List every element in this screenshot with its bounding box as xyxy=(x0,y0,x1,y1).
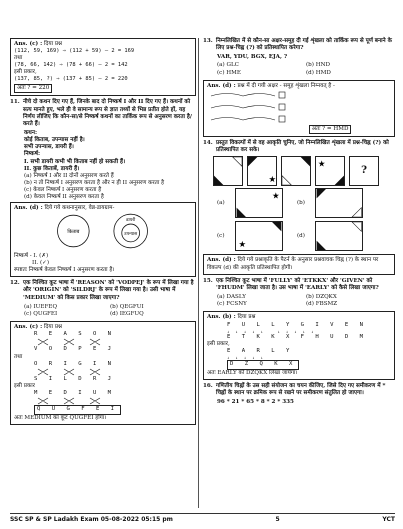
answer-label: Ans. (d) : xyxy=(207,257,236,264)
venn-label-diary: डायरी xyxy=(126,217,136,223)
answer-line: II. (✓) xyxy=(32,260,50,266)
answer-line: इसी प्रकार, xyxy=(14,69,37,76)
footer-page-number: 5 xyxy=(275,516,280,523)
option-b: (b) DZQKX xyxy=(306,294,337,301)
option-c: (c) QUGFEI xyxy=(24,310,58,317)
series-figure-4 xyxy=(315,156,345,186)
statement-2: सभी उपन्यास, डायरी हैं। xyxy=(24,144,74,151)
code-line: V O D P E J xyxy=(34,346,116,353)
answer-line: निष्कर्ष - I. (✗) xyxy=(14,252,49,259)
answer-15-box xyxy=(203,311,395,379)
minus-one-marks: ↓↓↓↓↓ ↓↓↓↓↓ xyxy=(227,328,320,334)
option-d-label: (d) xyxy=(297,232,305,239)
answer-line: इसी प्रकार, xyxy=(207,340,230,347)
answer-label: Ans. (c) : xyxy=(14,324,43,331)
answer-result: अतः ? = 220 xyxy=(14,84,52,93)
answer-intro: प्रश्न में दी गयी अक्षर - समूह शृंखला निम्नवत् है - xyxy=(237,82,335,89)
answer-label: Ans. (b) : xyxy=(207,314,236,321)
answer-intro: दिया प्रश्न xyxy=(43,41,62,47)
question-number: 15. xyxy=(203,277,213,284)
option-b-figure xyxy=(315,188,363,218)
answer-10-box xyxy=(10,38,196,96)
venn-diagram xyxy=(14,212,192,250)
column-divider xyxy=(198,38,199,508)
option-b: (b) HND xyxy=(306,62,330,69)
equation: 96 * 21 * 65 * 8 * 2 * 335 xyxy=(217,398,294,405)
minus-one-marks: ↓↓↓↓↓ xyxy=(227,355,270,361)
answer-result: अतः EARLY को DZQKX लिखा जायेगा। xyxy=(207,369,298,376)
option-b-label: (b) xyxy=(297,199,305,206)
word-line: R E A S O N xyxy=(34,331,116,338)
options-13 xyxy=(217,62,395,76)
answer-line: (112, 59, 169) ⇒ (112 + 59) – 2 = 169 xyxy=(14,48,135,55)
crossing-arrows xyxy=(28,338,138,346)
option-c-figure xyxy=(235,221,283,251)
answer-result: अतः MEDIUM का कूट QUGFEI होगा। xyxy=(14,414,107,421)
figure-series xyxy=(213,156,395,186)
question-text: एक निश्चित कूट भाषा में 'REASON' को 'VODPEJ' के रूप में लिखा गया है और 'ORIGIN' को 'SILDRJ' के रूप में लिखा गया है। उसी भाषा में 'MEDIUM' को किस प्रकार लिखा जाएगा? xyxy=(23,280,194,301)
answer-intro: दिये गये कथनानुसार, वेन्न-डायग्राम- xyxy=(44,204,115,211)
answer-line: (78, 66, 142) ⇒ (78 + 66) – 2 = 142 xyxy=(14,62,128,69)
code-line: Q U G F E I xyxy=(34,405,121,414)
answer-conclusion: स्पष्टतः निष्कर्ष केवल निष्कर्ष I अनुसरण करता है। xyxy=(14,267,115,274)
question-14 xyxy=(203,140,395,154)
conclusions-heading: निष्कर्ष: xyxy=(24,151,41,158)
answer-intro: दिया प्रश्न xyxy=(237,314,256,321)
question-mark-figure: ? xyxy=(349,156,379,186)
word-line: O R I G I N xyxy=(34,360,116,367)
answer-line: (137, 85, ?) ⇒ (137 + 85) – 2 = 220 xyxy=(14,76,128,83)
letter-series: VAR, YDU, BGX, EJA, ? xyxy=(217,54,288,61)
footer-publisher: YCT xyxy=(382,516,395,523)
question-number: 16. xyxy=(203,382,213,389)
option-d: (d) केवल निष्कर्ष II अनुसरण करता है xyxy=(24,194,104,201)
answer-line: तथा xyxy=(14,353,23,360)
option-d: (d) HMD xyxy=(306,69,331,76)
answer-line: तथा xyxy=(14,55,23,62)
svg-text:★: ★ xyxy=(268,174,277,185)
answer-11-box xyxy=(10,202,196,278)
options-12 xyxy=(24,304,196,318)
venn-label-book: किताब xyxy=(67,228,80,235)
venn-label-novel: उपन्यास xyxy=(124,231,138,237)
word-line: M E D I U M xyxy=(34,390,116,397)
series-figure-1 xyxy=(213,156,243,186)
right-column xyxy=(203,38,395,406)
option-c: (c) FCSNY xyxy=(217,301,247,308)
option-c-label: (c) xyxy=(217,232,225,239)
word-line: E A R L Y xyxy=(227,348,294,355)
svg-text:★: ★ xyxy=(317,158,326,169)
option-c: (c) केवल निष्कर्ष I अनुसरण करता है xyxy=(24,187,102,194)
option-b: (b) QEGFUI xyxy=(110,303,144,310)
answer-12-box xyxy=(10,321,196,425)
answer-label: Ans. (c) : xyxy=(14,41,43,47)
options-15 xyxy=(217,294,395,308)
answer-line: इसी प्रकार xyxy=(14,383,35,390)
option-d: (d) FBSMZ xyxy=(306,301,338,308)
page-footer xyxy=(10,513,395,524)
question-text: प्रस्तुत विकल्पों में से वह आकृति चुनिए, जो निम्नलिखित शृंखला में प्रश्न-चिह्न (?) को प्रतिस्थापित कर सके। xyxy=(216,140,389,154)
figure-options xyxy=(217,188,395,251)
option-a-figure xyxy=(235,188,283,218)
question-13 xyxy=(203,38,395,52)
series-arrow-diagram xyxy=(207,90,307,130)
series-figure-2 xyxy=(247,156,277,186)
question-number: 14. xyxy=(203,140,213,147)
answer-14-box xyxy=(203,254,395,274)
question-text: गणितीय चिह्नों के उस सही संयोजन का चयन कीजिए, जिसे दिए गए समीकरण में * चिह्नों के स्थान पर क्रमिक रूप से रखने पर समीकरण संतुलित हो जाएगा। xyxy=(216,382,386,396)
answer-intro: दिया प्रश्न xyxy=(43,324,62,331)
question-12 xyxy=(10,280,196,301)
answer-text: दिये गये प्रश्नाकृति के पैटर्न के अनुसार प्रश्नवाचक चिह्न (?) के स्थान पर विकल्प (d) की आकृति प्रतिस्थापित होगी। xyxy=(207,257,379,271)
code-line: D Z Q K X xyxy=(227,360,299,369)
footer-exam-title: SSC SP & SP Ladakh Exam 05-08-2022 05:15 pm xyxy=(10,516,173,523)
question-number: 13. xyxy=(203,38,213,44)
option-a: (a) DASLY xyxy=(217,294,246,301)
statements xyxy=(24,130,196,202)
option-d: (d) IEGFUQ xyxy=(110,310,144,317)
answer-label: Ans. (d) : xyxy=(14,204,43,211)
answer-result: अतः ? = HMD xyxy=(309,125,352,134)
option-b: (b) न तो निष्कर्ष I अनुसरण करता है और न ही II अनुसरण करता है xyxy=(24,180,165,187)
option-a: (a) निष्कर्ष I और II दोनों अनुसरण करते हैं xyxy=(24,172,114,179)
question-text: एक निश्चित कूट भाषा में 'FULLY' को 'ETKKX' और 'GIVEN' को 'FHUDM' लिखा जाता है। उस भाषा में 'EARLY' को कैसे लिखा जाएगा? xyxy=(216,277,379,291)
code-line: S I L D R J xyxy=(34,375,116,382)
crossing-arrows xyxy=(28,397,138,405)
series-figure-3 xyxy=(281,156,311,186)
crossing-arrows xyxy=(28,368,138,376)
statement-1: कोई किताब, उपन्यास नहीं है। xyxy=(24,137,85,144)
question-number: 12. xyxy=(10,280,20,287)
conclusion-2: II. कुछ किताबें, डायरी हैं। xyxy=(24,165,80,172)
question-11 xyxy=(10,99,196,128)
svg-text:★: ★ xyxy=(238,239,246,250)
question-15 xyxy=(203,278,395,292)
question-text: निम्नलिखित में से कौन-सा अक्षर-समूह दी गई शृंखला को तार्किक रूप से पूर्ण बनाने के लिए प्रश्न-चिह्न (?) को प्रतिस्थापित करेगा? xyxy=(216,38,392,52)
statements-heading: कथन: xyxy=(24,129,38,136)
question-number: 11. xyxy=(10,99,20,106)
conclusion-1: I. सभी डायरी कभी भी किताब नहीं हो सकती हैं। xyxy=(24,158,126,165)
answer-13-box xyxy=(203,80,395,137)
answer-label: Ans. (d) : xyxy=(207,82,236,89)
option-c: (c) HME xyxy=(217,69,241,76)
svg-text:★: ★ xyxy=(272,190,280,201)
left-column xyxy=(10,38,196,428)
option-a-label: (a) xyxy=(217,199,225,206)
word-line: F U L L Y G I V E N xyxy=(227,321,367,328)
option-a: (a) GLC xyxy=(217,62,239,69)
question-text: नीचे दो कथन दिए गए हैं, जिनके बाद दो निष्कर्ष I और II दिए गए हैं। कथनों को सत्य मानते हुए, भले ही वे सामान्य रूप से ज्ञात तथ्यों से भिन्न प्रतीत होते हों, यह निर्णय लीजिए कि कौन-सा/से निष्कर्ष कथनों का तार्किक रूप से अनुसरण करता है/करते हैं। xyxy=(23,99,192,127)
option-a: (a) IUEFEQ xyxy=(24,303,58,310)
option-d-figure xyxy=(315,221,363,251)
question-16 xyxy=(203,383,395,397)
code-line: E T K K X F H U D M xyxy=(227,333,367,340)
